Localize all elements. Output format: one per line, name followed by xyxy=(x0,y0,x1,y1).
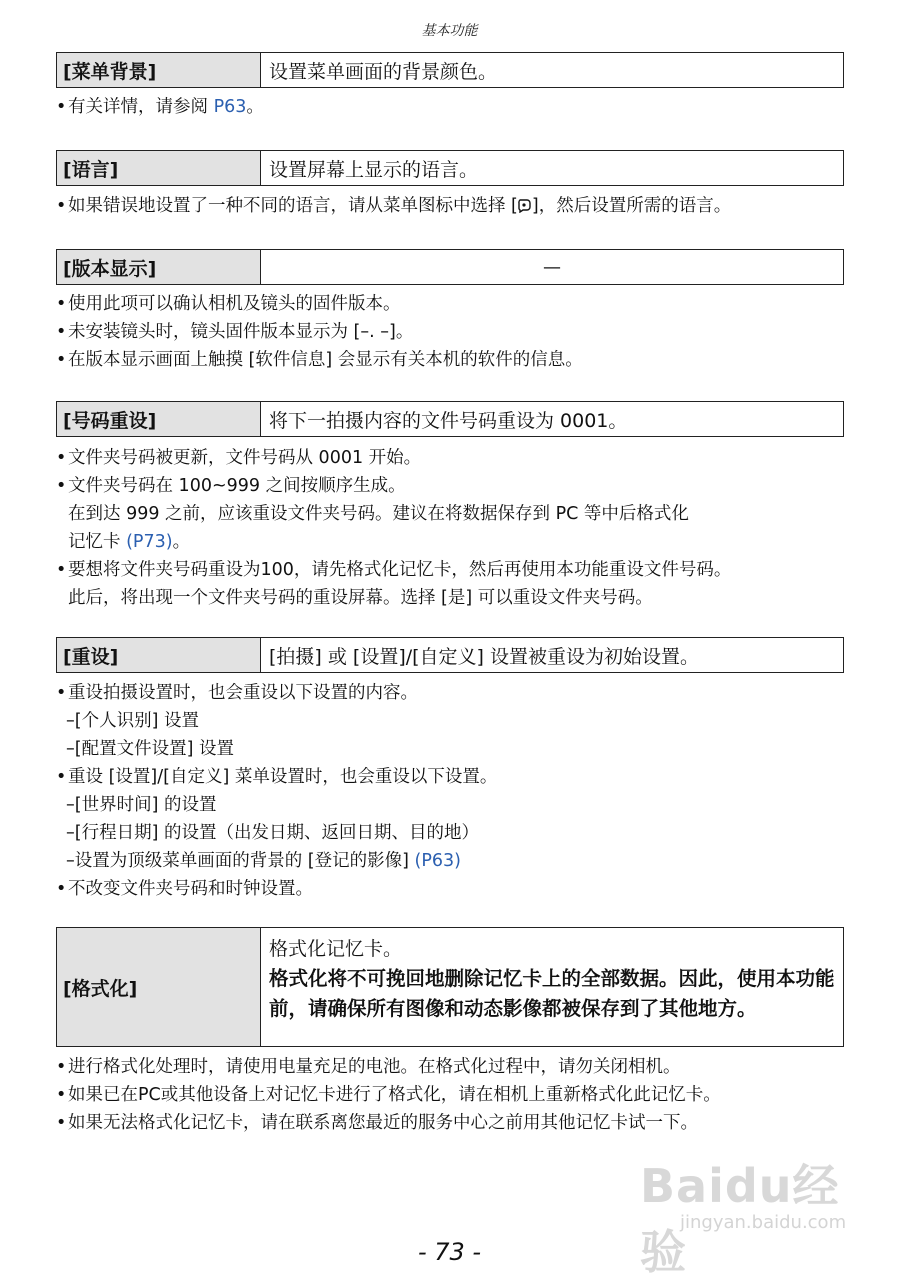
page-link-p73[interactable]: (P73) xyxy=(126,532,173,552)
list-item: • 重设拍摄设置时，也会重设以下设置的内容。 xyxy=(56,679,856,707)
list-item: • 重设 [设置]/[自定义] 菜单设置时，也会重设以下设置。 xyxy=(56,763,856,791)
sub-item: –[行程日期] 的设置（出发日期、返回日期、目的地） xyxy=(66,823,479,843)
table-number-reset xyxy=(56,401,844,437)
watermark-url: jingyan.baidu.com xyxy=(680,1212,847,1233)
list-item: • 未安装镜头时，镜头固件版本显示为 [–. –]。 xyxy=(56,318,856,346)
list-item: • 进行格式化处理时，请使用电量充足的电池。在格式化过程中，请勿关闭相机。 xyxy=(56,1053,856,1081)
sub-item: –设置为顶级菜单画面的背景的 [登记的影像] (P63) xyxy=(66,851,462,871)
notes-menu-background xyxy=(56,93,856,121)
desc-menu-background: 设置菜单画面的背景颜色。 xyxy=(269,60,498,83)
notes-language xyxy=(56,192,856,220)
table-format xyxy=(56,927,844,1047)
table-reset xyxy=(56,637,844,673)
list-item: • 不改变文件夹号码和时钟设置。 xyxy=(56,875,856,903)
notes-version-display xyxy=(56,290,856,374)
desc-language: 设置屏幕上显示的语言。 xyxy=(269,158,479,181)
list-item: • 要想将文件夹号码重设为100，请先格式化记忆卡，然后再使用本功能重设文件号码。 xyxy=(56,556,856,584)
page-link-p63[interactable]: (P63) xyxy=(414,851,462,871)
list-item: • 使用此项可以确认相机及镜头的固件版本。 xyxy=(56,290,856,318)
sub-item: –[世界时间] 的设置 xyxy=(66,795,217,815)
label-format: [格式化] xyxy=(57,928,261,1046)
list-item: • 如果已在PC或其他设备上对记忆卡进行了格式化，请在相机上重新格式化此记忆卡。 xyxy=(56,1081,856,1109)
desc-format xyxy=(261,928,843,1046)
language-menu-icon xyxy=(518,194,532,209)
label-number-reset: [号码重设] xyxy=(57,402,261,436)
list-item: • 在版本显示画面上触摸 [软件信息] 会显示有关本机的软件的信息。 xyxy=(56,346,856,374)
table-language xyxy=(56,150,844,186)
list-item: • 如果错误地设置了一种不同的语言，请从菜单图标中选择 [ ]，然后设置所需的语言。 xyxy=(56,192,856,220)
desc-version-display: — xyxy=(543,256,561,278)
list-item-continued: 记忆卡 (P73)。 xyxy=(68,532,191,552)
label-version-display: [版本显示] xyxy=(57,250,261,284)
label-language: [语言] xyxy=(57,151,261,185)
sub-item: –[配置文件设置] 设置 xyxy=(66,739,234,759)
list-item: • 文件夹号码被更新，文件号码从 0001 开始。 xyxy=(56,444,856,472)
notes-number-reset xyxy=(56,444,856,612)
baidu-watermark xyxy=(640,1150,880,1279)
list-item-continued: 在到达 999 之前，应该重设文件夹号码。建议在将数据保存到 PC 等中后格式化 xyxy=(68,504,689,524)
list-item: • 有关详情，请参阅 P63。 xyxy=(56,93,856,121)
label-menu-background: [菜单背景] xyxy=(57,53,261,87)
sub-item: –[个人识别] 设置 xyxy=(66,711,199,731)
desc-number-reset: 将下一拍摄内容的文件号码重设为 0001。 xyxy=(269,409,628,432)
table-version-display xyxy=(56,249,844,285)
desc-format-warning: 格式化将不可挽回地删除记忆卡上的全部数据。因此，使用本功能前，请确保所有图像和动态影像都被保存到了其他地方。 xyxy=(269,967,835,1020)
page-header: 基本功能 xyxy=(421,23,478,39)
desc-reset: [拍摄] 或 [设置]/[自定义] 设置被重设为初始设置。 xyxy=(269,645,699,668)
page-link-p63[interactable]: P63 xyxy=(213,97,247,117)
notes-format xyxy=(56,1053,856,1137)
desc-format-line1: 格式化记忆卡。 xyxy=(269,938,403,960)
watermark-logo: Baidu经验 xyxy=(640,1159,840,1279)
table-menu-background xyxy=(56,52,844,88)
label-reset: [重设] xyxy=(57,638,261,672)
list-item: • 如果无法格式化记忆卡，请在联系离您最近的服务中心之前用其他记忆卡试一下。 xyxy=(56,1109,856,1137)
page-number: - 73 - xyxy=(417,1238,482,1266)
list-item-continued: 此后，将出现一个文件夹号码的重设屏幕。选择 [是] 可以重设文件夹号码。 xyxy=(68,588,653,608)
list-item: • 文件夹号码在 100~999 之间按顺序生成。 xyxy=(56,472,856,500)
notes-reset xyxy=(56,679,856,903)
